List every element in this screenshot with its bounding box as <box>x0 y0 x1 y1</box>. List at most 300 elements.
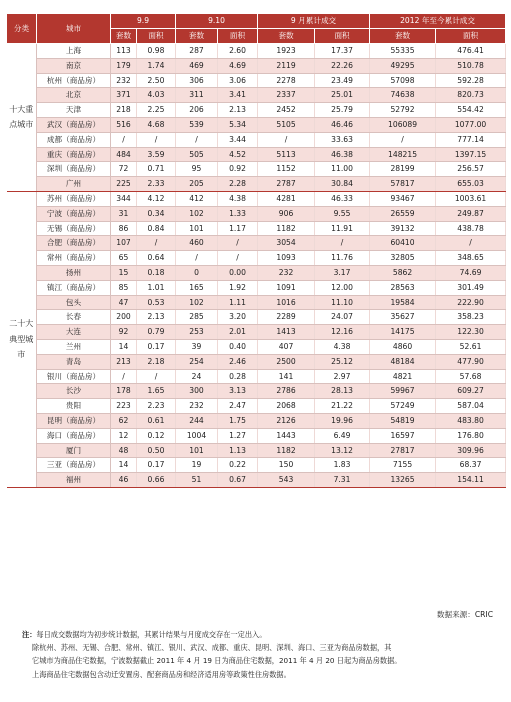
value-cell: 516 <box>111 117 137 132</box>
value-cell: 407 <box>258 339 315 354</box>
table-row <box>7 384 506 399</box>
value-cell: 4.38 <box>218 191 258 206</box>
value-cell: 2.13 <box>137 310 176 325</box>
table-row <box>7 73 506 88</box>
value-cell: 7155 <box>370 458 436 473</box>
value-cell: 820.73 <box>436 88 506 103</box>
city-cell: 青岛 <box>37 354 111 369</box>
table-row <box>7 191 506 206</box>
value-cell: 206 <box>176 103 218 118</box>
table-row <box>7 339 506 354</box>
value-cell: 1.75 <box>218 413 258 428</box>
city-cell: 长春 <box>37 310 111 325</box>
value-cell: 57817 <box>370 177 436 192</box>
value-cell: 3.13 <box>218 384 258 399</box>
table-row <box>7 206 506 221</box>
value-cell: 11.10 <box>315 295 370 310</box>
subheader-units: 套数 <box>111 29 137 44</box>
value-cell: 52.61 <box>436 339 506 354</box>
value-cell: 1004 <box>176 428 218 443</box>
value-cell: 12.16 <box>315 325 370 340</box>
data-source: 数据来源：CRIC <box>436 610 493 619</box>
value-cell: 4.52 <box>218 147 258 162</box>
value-cell: 74.69 <box>436 265 506 280</box>
value-cell: 3.44 <box>218 132 258 147</box>
value-cell: 232 <box>111 73 137 88</box>
table-row <box>7 369 506 384</box>
table-row <box>7 310 506 325</box>
footnote-line-2: 它城市为商品住宅数据，宁波数据截止 2011 年 4 月 19 日为商品住宅数据，2011 年 4 月 20 日起为商品房数据。 <box>32 656 402 666</box>
header-period-2: 9 月累计成交 <box>258 14 370 29</box>
value-cell: 1016 <box>258 295 315 310</box>
value-cell: 0.98 <box>137 44 176 59</box>
value-cell: 12.00 <box>315 280 370 295</box>
value-cell: 148215 <box>370 147 436 162</box>
value-cell: 2.97 <box>315 369 370 384</box>
city-cell: 扬州 <box>37 265 111 280</box>
value-cell: 59967 <box>370 384 436 399</box>
value-cell: 2119 <box>258 58 315 73</box>
value-cell: 52792 <box>370 103 436 118</box>
value-cell: 31 <box>111 206 137 221</box>
value-cell: 32805 <box>370 251 436 266</box>
value-cell: 0.79 <box>137 325 176 340</box>
value-cell: 85 <box>111 280 137 295</box>
value-cell: 587.04 <box>436 399 506 414</box>
value-cell: 2500 <box>258 354 315 369</box>
subheader-units: 套数 <box>176 29 218 44</box>
table-row <box>7 443 506 458</box>
value-cell: 0.92 <box>218 162 258 177</box>
city-cell: 三亚（商品房） <box>37 458 111 473</box>
city-cell: 镇江（商品房） <box>37 280 111 295</box>
table-row <box>7 236 506 251</box>
value-cell: 0.67 <box>218 473 258 488</box>
value-cell: 17.37 <box>315 44 370 59</box>
value-cell: 46 <box>111 473 137 488</box>
table-row <box>7 280 506 295</box>
value-cell: 311 <box>176 88 218 103</box>
table-row <box>7 162 506 177</box>
header-city: 城市 <box>37 14 111 44</box>
value-cell: 2.18 <box>137 354 176 369</box>
value-cell: / <box>370 132 436 147</box>
value-cell: 1.83 <box>315 458 370 473</box>
value-cell: 4.69 <box>218 58 258 73</box>
value-cell: 223 <box>111 399 137 414</box>
value-cell: 256.57 <box>436 162 506 177</box>
value-cell: 1.01 <box>137 280 176 295</box>
value-cell: 72 <box>111 162 137 177</box>
value-cell: 0.12 <box>137 428 176 443</box>
city-cell: 福州 <box>37 473 111 488</box>
value-cell: 93467 <box>370 191 436 206</box>
value-cell: 178 <box>111 384 137 399</box>
value-cell: 14 <box>111 339 137 354</box>
value-cell: 176.80 <box>436 428 506 443</box>
value-cell: 39 <box>176 339 218 354</box>
value-cell: 47 <box>111 295 137 310</box>
value-cell: 344 <box>111 191 137 206</box>
value-cell: 0.40 <box>218 339 258 354</box>
value-cell: 48 <box>111 443 137 458</box>
value-cell: 5113 <box>258 147 315 162</box>
value-cell: 4860 <box>370 339 436 354</box>
value-cell: 592.28 <box>436 73 506 88</box>
value-cell: 11.91 <box>315 221 370 236</box>
value-cell: 28563 <box>370 280 436 295</box>
value-cell: 412 <box>176 191 218 206</box>
value-cell: 24.07 <box>315 310 370 325</box>
value-cell: 102 <box>176 206 218 221</box>
value-cell: 2337 <box>258 88 315 103</box>
footnote <box>22 628 492 681</box>
value-cell: 306 <box>176 73 218 88</box>
value-cell: 0.71 <box>137 162 176 177</box>
value-cell: 24 <box>176 369 218 384</box>
value-cell: 16597 <box>370 428 436 443</box>
value-cell: 28199 <box>370 162 436 177</box>
value-cell: / <box>137 236 176 251</box>
value-cell: 0 <box>176 265 218 280</box>
value-cell: 438.78 <box>436 221 506 236</box>
value-cell: / <box>258 132 315 147</box>
value-cell: 3.59 <box>137 147 176 162</box>
value-cell: 11.00 <box>315 162 370 177</box>
city-cell: 上海 <box>37 44 111 59</box>
value-cell: 287 <box>176 44 218 59</box>
value-cell: 65 <box>111 251 137 266</box>
value-cell: 5.34 <box>218 117 258 132</box>
value-cell: 0.53 <box>137 295 176 310</box>
value-cell: / <box>137 369 176 384</box>
value-cell: 1093 <box>258 251 315 266</box>
value-cell: 13.12 <box>315 443 370 458</box>
subheader-area: 面积 <box>137 29 176 44</box>
city-cell: 广州 <box>37 177 111 192</box>
value-cell: 15 <box>111 265 137 280</box>
city-cell: 宁波（商品房） <box>37 206 111 221</box>
table-row <box>7 458 506 473</box>
city-cell: 海口（商品房） <box>37 428 111 443</box>
value-cell: 106089 <box>370 117 436 132</box>
value-cell: 655.03 <box>436 177 506 192</box>
city-cell: 包头 <box>37 295 111 310</box>
header-category: 分类 <box>7 14 37 44</box>
value-cell: 1182 <box>258 221 315 236</box>
value-cell: 200 <box>111 310 137 325</box>
footnote-line-1: 除杭州、苏州、无锡、合肥、常州、镇江、银川、武汉、成都、重庆、昆明、深圳、海口、三亚为商品房数据，其 <box>32 643 392 653</box>
value-cell: 505 <box>176 147 218 162</box>
value-cell: 254 <box>176 354 218 369</box>
value-cell: 1.92 <box>218 280 258 295</box>
city-cell: 苏州（商品房） <box>37 191 111 206</box>
value-cell: 301.49 <box>436 280 506 295</box>
value-cell: 4.38 <box>315 339 370 354</box>
value-cell: 113 <box>111 44 137 59</box>
value-cell: 25.01 <box>315 88 370 103</box>
footnote-label: 注： <box>22 630 37 639</box>
value-cell: / <box>176 251 218 266</box>
value-cell: 3.20 <box>218 310 258 325</box>
value-cell: 1443 <box>258 428 315 443</box>
value-cell: 179 <box>111 58 137 73</box>
city-cell: 厦门 <box>37 443 111 458</box>
value-cell: 2.60 <box>218 44 258 59</box>
value-cell: 1.17 <box>218 221 258 236</box>
value-cell: / <box>436 236 506 251</box>
value-cell: 101 <box>176 443 218 458</box>
value-cell: 2.28 <box>218 177 258 192</box>
subheader-area: 面积 <box>218 29 258 44</box>
value-cell: 2.33 <box>137 177 176 192</box>
value-cell: 1.65 <box>137 384 176 399</box>
value-cell: 2.23 <box>137 399 176 414</box>
value-cell: / <box>315 236 370 251</box>
city-cell: 昆明（商品房） <box>37 413 111 428</box>
value-cell: 2.50 <box>137 73 176 88</box>
value-cell: 1091 <box>258 280 315 295</box>
value-cell: 14 <box>111 458 137 473</box>
subheader-units: 套数 <box>370 29 436 44</box>
value-cell: 2787 <box>258 177 315 192</box>
value-cell: 27817 <box>370 443 436 458</box>
value-cell: 101 <box>176 221 218 236</box>
value-cell: 33.63 <box>315 132 370 147</box>
value-cell: 309.96 <box>436 443 506 458</box>
city-cell: 常州（商品房） <box>37 251 111 266</box>
value-cell: 213 <box>111 354 137 369</box>
table-row <box>7 399 506 414</box>
value-cell: 2.46 <box>218 354 258 369</box>
value-cell: 1.74 <box>137 58 176 73</box>
value-cell: 60410 <box>370 236 436 251</box>
value-cell: 300 <box>176 384 218 399</box>
value-cell: 1397.15 <box>436 147 506 162</box>
table-row <box>7 177 506 192</box>
table-row <box>7 325 506 340</box>
value-cell: 57249 <box>370 399 436 414</box>
value-cell: 477.90 <box>436 354 506 369</box>
value-cell: 0.17 <box>137 339 176 354</box>
value-cell: 57.68 <box>436 369 506 384</box>
value-cell: 0.61 <box>137 413 176 428</box>
table-row <box>7 132 506 147</box>
city-cell: 大连 <box>37 325 111 340</box>
table-row <box>7 295 506 310</box>
city-cell: 长沙 <box>37 384 111 399</box>
value-cell: / <box>218 251 258 266</box>
value-cell: 543 <box>258 473 315 488</box>
city-cell: 武汉（商品房） <box>37 117 111 132</box>
value-cell: 2278 <box>258 73 315 88</box>
table-row <box>7 44 506 59</box>
value-cell: 55335 <box>370 44 436 59</box>
value-cell: 14175 <box>370 325 436 340</box>
value-cell: 5105 <box>258 117 315 132</box>
value-cell: 7.31 <box>315 473 370 488</box>
value-cell: 2786 <box>258 384 315 399</box>
value-cell: 35627 <box>370 310 436 325</box>
value-cell: 30.84 <box>315 177 370 192</box>
subheader-area: 面积 <box>315 29 370 44</box>
group-label: 十大重点城市 <box>7 44 37 192</box>
value-cell: 1077.00 <box>436 117 506 132</box>
city-cell: 重庆（商品房） <box>37 147 111 162</box>
table-row <box>7 473 506 488</box>
city-cell: 贵阳 <box>37 399 111 414</box>
value-cell: 232 <box>176 399 218 414</box>
value-cell: 510.78 <box>436 58 506 73</box>
table-body <box>7 44 506 488</box>
city-cell: 银川（商品房） <box>37 369 111 384</box>
value-cell: 609.27 <box>436 384 506 399</box>
table-row <box>7 221 506 236</box>
value-cell: 1003.61 <box>436 191 506 206</box>
value-cell: 0.17 <box>137 458 176 473</box>
city-cell: 合肥（商品房） <box>37 236 111 251</box>
table-row <box>7 58 506 73</box>
value-cell: 1923 <box>258 44 315 59</box>
value-cell: 13265 <box>370 473 436 488</box>
value-cell: 0.64 <box>137 251 176 266</box>
value-cell: 2.25 <box>137 103 176 118</box>
table-row <box>7 117 506 132</box>
city-cell: 南京 <box>37 58 111 73</box>
city-cell: 兰州 <box>37 339 111 354</box>
value-cell: 0.50 <box>137 443 176 458</box>
value-cell: 232 <box>258 265 315 280</box>
value-cell: 4.03 <box>137 88 176 103</box>
table-row <box>7 413 506 428</box>
value-cell: 150 <box>258 458 315 473</box>
value-cell: 57098 <box>370 73 436 88</box>
value-cell: 49295 <box>370 58 436 73</box>
value-cell: 3.17 <box>315 265 370 280</box>
value-cell: 2452 <box>258 103 315 118</box>
table-row <box>7 147 506 162</box>
value-cell: 2068 <box>258 399 315 414</box>
value-cell: 3054 <box>258 236 315 251</box>
value-cell: 23.49 <box>315 73 370 88</box>
value-cell: 12 <box>111 428 137 443</box>
table-row <box>7 354 506 369</box>
header-period-3: 2012 年至今累计成交 <box>370 14 506 29</box>
footnote-line-0: 注：每日成交数据均为初步统计数据，其累计结果与月度成交存在一定出入。 <box>22 630 267 639</box>
value-cell: 0.00 <box>218 265 258 280</box>
value-cell: 6.49 <box>315 428 370 443</box>
table-row <box>7 265 506 280</box>
value-cell: 51 <box>176 473 218 488</box>
table-header <box>7 14 506 44</box>
value-cell: 0.28 <box>218 369 258 384</box>
value-cell: 249.87 <box>436 206 506 221</box>
value-cell: 4.68 <box>137 117 176 132</box>
value-cell: 46.33 <box>315 191 370 206</box>
value-cell: 2.47 <box>218 399 258 414</box>
value-cell: 0.22 <box>218 458 258 473</box>
value-cell: 62 <box>111 413 137 428</box>
value-cell: 225 <box>111 177 137 192</box>
value-cell: / <box>176 132 218 147</box>
value-cell: 19584 <box>370 295 436 310</box>
value-cell: 25.12 <box>315 354 370 369</box>
value-cell: 2.13 <box>218 103 258 118</box>
value-cell: 2289 <box>258 310 315 325</box>
value-cell: 102 <box>176 295 218 310</box>
value-cell: 0.18 <box>137 265 176 280</box>
value-cell: 25.79 <box>315 103 370 118</box>
subheader-area: 面积 <box>436 29 506 44</box>
value-cell: 3.41 <box>218 88 258 103</box>
city-cell: 深圳（商品房） <box>37 162 111 177</box>
value-cell: 358.23 <box>436 310 506 325</box>
value-cell: 1182 <box>258 443 315 458</box>
value-cell: 92 <box>111 325 137 340</box>
value-cell: / <box>111 132 137 147</box>
value-cell: 0.84 <box>137 221 176 236</box>
value-cell: 1.27 <box>218 428 258 443</box>
value-cell: 371 <box>111 88 137 103</box>
table-row <box>7 251 506 266</box>
value-cell: 28.13 <box>315 384 370 399</box>
table-row <box>7 88 506 103</box>
value-cell: 1.33 <box>218 206 258 221</box>
city-cell: 北京 <box>37 88 111 103</box>
subheader-units: 套数 <box>258 29 315 44</box>
value-cell: 4.12 <box>137 191 176 206</box>
value-cell: 107 <box>111 236 137 251</box>
value-cell: 11.76 <box>315 251 370 266</box>
value-cell: 1.11 <box>218 295 258 310</box>
table-row <box>7 428 506 443</box>
value-cell: / <box>218 236 258 251</box>
value-cell: 54819 <box>370 413 436 428</box>
value-cell: 46.38 <box>315 147 370 162</box>
value-cell: 469 <box>176 58 218 73</box>
header-period-0: 9.9 <box>111 14 176 29</box>
value-cell: 777.14 <box>436 132 506 147</box>
value-cell: 253 <box>176 325 218 340</box>
value-cell: 476.41 <box>436 44 506 59</box>
value-cell: 1413 <box>258 325 315 340</box>
value-cell: 68.37 <box>436 458 506 473</box>
value-cell: 165 <box>176 280 218 295</box>
header-period-1: 9.10 <box>176 14 258 29</box>
value-cell: 19 <box>176 458 218 473</box>
group-label: 二十大典型城市 <box>7 191 37 487</box>
value-cell: 74638 <box>370 88 436 103</box>
value-cell: 0.34 <box>137 206 176 221</box>
value-cell: 2126 <box>258 413 315 428</box>
value-cell: 218 <box>111 103 137 118</box>
footnote-line-3: 上海商品住宅数据包含动迁安置房、配套商品房和经济适用房等政策性住房数据。 <box>32 669 291 679</box>
value-cell: 46.46 <box>315 117 370 132</box>
city-cell: 天津 <box>37 103 111 118</box>
value-cell: 3.06 <box>218 73 258 88</box>
value-cell: 19.96 <box>315 413 370 428</box>
value-cell: 86 <box>111 221 137 236</box>
value-cell: 4281 <box>258 191 315 206</box>
value-cell: 48184 <box>370 354 436 369</box>
value-cell: 4821 <box>370 369 436 384</box>
value-cell: 39132 <box>370 221 436 236</box>
value-cell: 26559 <box>370 206 436 221</box>
housing-sales-table <box>6 13 506 488</box>
city-cell: 无锡（商品房） <box>37 221 111 236</box>
value-cell: 554.42 <box>436 103 506 118</box>
housing-sales-table-container <box>6 13 505 488</box>
